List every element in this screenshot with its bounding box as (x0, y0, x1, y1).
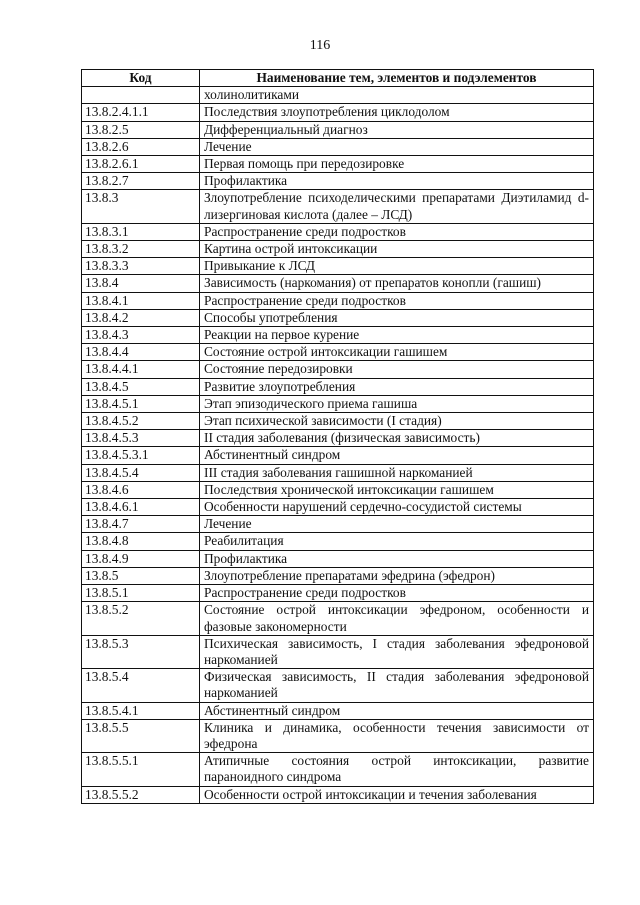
row-code: 13.8.2.6 (82, 138, 200, 155)
row-name: Привыкание к ЛСД (200, 258, 594, 275)
row-name: Психическая зависимость, I стадия заболевания эфедроновой наркоманией (200, 635, 594, 668)
table-row (82, 533, 594, 550)
table-body (82, 87, 594, 804)
table-row (82, 104, 594, 121)
row-code: 13.8.4.5.4 (82, 464, 200, 481)
row-name: Профилактика (200, 550, 594, 567)
table-row (82, 309, 594, 326)
row-name: Реакции на первое курение (200, 327, 594, 344)
row-name: Дифференциальный диагноз (200, 121, 594, 138)
table-row (82, 567, 594, 584)
row-name: Этап психической зависимости (I стадия) (200, 413, 594, 430)
row-code: 13.8.4.6.1 (82, 499, 200, 516)
row-code: 13.8.5.1 (82, 585, 200, 602)
row-name: Состояние передозировки (200, 361, 594, 378)
row-code: 13.8.5.2 (82, 602, 200, 635)
table-row (82, 550, 594, 567)
table-row (82, 87, 594, 104)
row-name: III стадия заболевания гашишной наркоманией (200, 464, 594, 481)
row-name: Клиника и динамика, особенности течения зависимости от эфедрона (200, 719, 594, 752)
table-row (82, 413, 594, 430)
table-row (82, 275, 594, 292)
row-name: Особенности острой интоксикации и течения заболевания (200, 786, 594, 803)
table-row (82, 669, 594, 702)
row-code: 13.8.3.3 (82, 258, 200, 275)
row-code: 13.8.4.7 (82, 516, 200, 533)
table-row (82, 602, 594, 635)
table-row (82, 464, 594, 481)
row-code: 13.8.3 (82, 190, 200, 223)
table-row (82, 702, 594, 719)
table-row (82, 173, 594, 190)
row-name: Особенности нарушений сердечно-сосудистой системы (200, 499, 594, 516)
row-code: 13.8.2.5 (82, 121, 200, 138)
row-name: Злоупотребление психоделическими препаратами Диэтиламид d-лизергиновая кислота (далее – ЛСД) (200, 190, 594, 223)
table-row (82, 138, 594, 155)
table-header-row (82, 70, 594, 87)
row-code: 13.8.4.1 (82, 292, 200, 309)
page-number: 116 (309, 38, 331, 53)
row-name: Распространение среди подростков (200, 292, 594, 309)
table-row (82, 516, 594, 533)
topics-table (81, 69, 594, 804)
table-row (82, 190, 594, 223)
row-code: 13.8.4 (82, 275, 200, 292)
row-code: 13.8.4.5.3 (82, 430, 200, 447)
table-row (82, 241, 594, 258)
header-name: Наименование тем, элементов и подэлементов (200, 70, 594, 87)
row-code: 13.8.4.5.1 (82, 395, 200, 412)
row-code: 13.8.4.5.2 (82, 413, 200, 430)
table-row (82, 395, 594, 412)
row-code: 13.8.4.3 (82, 327, 200, 344)
table-row (82, 635, 594, 668)
row-name: Первая помощь при передозировке (200, 156, 594, 173)
row-code: 13.8.2.7 (82, 173, 200, 190)
table-row (82, 430, 594, 447)
row-code: 13.8.3.1 (82, 223, 200, 240)
row-code: 13.8.2.6.1 (82, 156, 200, 173)
row-name: Последствия хронической интоксикации гашишем (200, 481, 594, 498)
row-code: 13.8.5.4.1 (82, 702, 200, 719)
row-name: Физическая зависимость, II стадия заболевания эфедроновой наркоманией (200, 669, 594, 702)
row-name: Атипичные состояния острой интоксикации, развитие параноидного синдрома (200, 753, 594, 786)
table-row (82, 447, 594, 464)
row-name: Лечение (200, 516, 594, 533)
row-name: Развитие злоупотребления (200, 378, 594, 395)
row-name: Последствия злоупотребления циклодолом (200, 104, 594, 121)
row-name: Злоупотребление препаратами эфедрина (эфедрон) (200, 567, 594, 584)
table-row (82, 292, 594, 309)
row-name: Распространение среди подростков (200, 585, 594, 602)
row-name: Состояние острой интоксикации эфедроном, особенности и фазовые закономерности (200, 602, 594, 635)
row-code: 13.8.5 (82, 567, 200, 584)
header-code: Код (82, 70, 200, 87)
row-code: 13.8.4.4 (82, 344, 200, 361)
row-name: Профилактика (200, 173, 594, 190)
row-name: Картина острой интоксикации (200, 241, 594, 258)
row-name: Состояние острой интоксикации гашишем (200, 344, 594, 361)
row-code: 13.8.4.4.1 (82, 361, 200, 378)
table-row (82, 156, 594, 173)
table-row (82, 481, 594, 498)
table-row (82, 719, 594, 752)
row-name: Распространение среди подростков (200, 223, 594, 240)
row-code: 13.8.5.5.1 (82, 753, 200, 786)
row-code: 13.8.2.4.1.1 (82, 104, 200, 121)
row-code: 13.8.4.6 (82, 481, 200, 498)
table-row (82, 786, 594, 803)
row-code: 13.8.4.2 (82, 309, 200, 326)
table-row (82, 378, 594, 395)
row-code: 13.8.3.2 (82, 241, 200, 258)
table-row (82, 753, 594, 786)
row-code: 13.8.4.5.3.1 (82, 447, 200, 464)
row-code: 13.8.5.3 (82, 635, 200, 668)
table-row (82, 223, 594, 240)
row-code: 13.8.4.8 (82, 533, 200, 550)
row-name: Этап эпизодического приема гашиша (200, 395, 594, 412)
row-code: 13.8.5.5 (82, 719, 200, 752)
table-row (82, 499, 594, 516)
row-code: 13.8.5.4 (82, 669, 200, 702)
row-code: 13.8.5.5.2 (82, 786, 200, 803)
row-name: Реабилитация (200, 533, 594, 550)
row-name: II стадия заболевания (физическая зависимость) (200, 430, 594, 447)
row-name: Способы употребления (200, 309, 594, 326)
table-row (82, 258, 594, 275)
row-name: Абстинентный синдром (200, 702, 594, 719)
table-row (82, 327, 594, 344)
row-code: 13.8.4.5 (82, 378, 200, 395)
row-name: Зависимость (наркомания) от препаратов конопли (гашиш) (200, 275, 594, 292)
row-code (82, 87, 200, 104)
table-row (82, 344, 594, 361)
row-name: Лечение (200, 138, 594, 155)
row-code: 13.8.4.9 (82, 550, 200, 567)
row-name: холинолитиками (200, 87, 594, 104)
table-row (82, 585, 594, 602)
table-row (82, 121, 594, 138)
table-row (82, 361, 594, 378)
row-name: Абстинентный синдром (200, 447, 594, 464)
